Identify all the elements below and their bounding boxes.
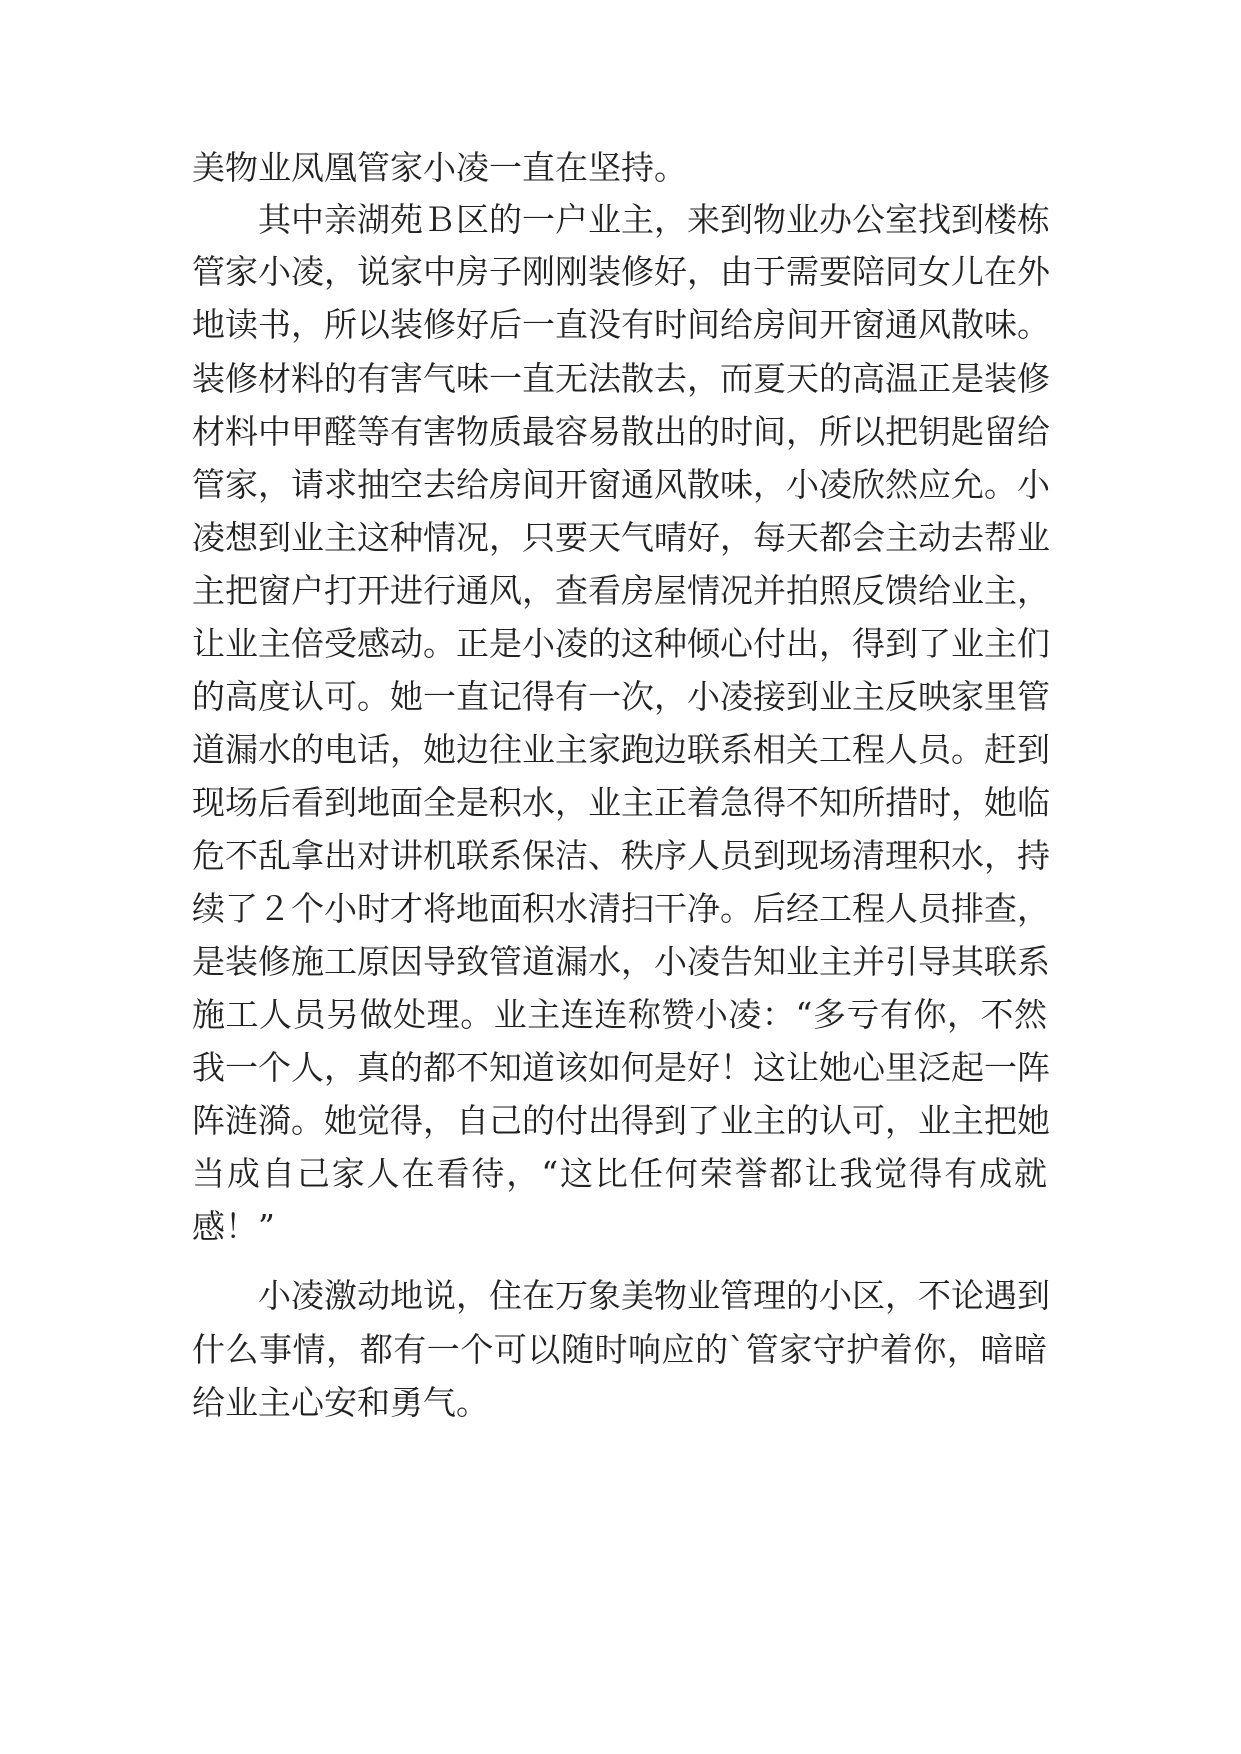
text-line: 的高度认可。她一直记得有一次，小凌接到业主反映家里管 (192, 677, 1050, 716)
text-line: 美物业凤凰管家小凌一直在坚持。 (192, 148, 687, 187)
text-line: 管家小凌，说家中房子刚刚装修好，由于需要陪同女儿在外 (192, 252, 1050, 291)
text-line: 当成自己家人在看待，“这比任何荣誉都让我觉得有成就 (192, 1154, 1047, 1193)
text-line: 我一个人，真的都不知道该如何是好！这让她心里泛起一阵 (192, 1048, 1050, 1087)
text-line: 道漏水的电话，她边往业主家跑边联系相关工程人员。赶到 (192, 730, 1050, 769)
text-line: 让业主倍受感动。正是小凌的这种倾心付出，得到了业主们 (192, 624, 1050, 663)
paragraph-start-line: 其中亲湖苑Ｂ区的一户业主，来到物业办公室找到楼栋 (258, 200, 1050, 239)
text-line: 给业主心安和勇气。 (192, 1383, 489, 1422)
text-line: 什么事情，都有一个可以随时响应的`管家守护着你，暗暗 (192, 1330, 1047, 1369)
text-line: 施工人员另做处理。业主连连称赞小凌：“多亏有你，不然 (192, 995, 1047, 1034)
paragraph-start-line: 小凌激动地说，住在万象美物业管理的小区，不论遇到 (258, 1276, 1050, 1315)
text-line: 是装修施工原因导致管道漏水，小凌告知业主并引导其联系 (192, 942, 1050, 981)
text-line: 管家，请求抽空去给房间开窗通风散味，小凌欣然应允。小 (192, 465, 1050, 504)
text-line: 感！” (192, 1207, 275, 1246)
text-line: 续了２个小时才将地面积水清扫干净。后经工程人员排查， (192, 889, 1050, 928)
text-line: 地读书，所以装修好后一直没有时间给房间开窗通风散味。 (192, 305, 1050, 344)
text-line: 装修材料的有害气味一直无法散去，而夏天的高温正是装修 (192, 359, 1050, 398)
text-line: 凌想到业主这种情况，只要天气晴好，每天都会主动去帮业 (192, 518, 1050, 557)
text-line: 阵涟漪。她觉得，自己的付出得到了业主的认可，业主把她 (192, 1101, 1050, 1140)
text-line: 主把窗户打开进行通风，查看房屋情况并拍照反馈给业主， (192, 571, 1050, 610)
text-line: 危不乱拿出对讲机联系保洁、秩序人员到现场清理积水，持 (192, 836, 1050, 875)
text-line: 现场后看到地面全是积水，业主正着急得不知所措时，她临 (192, 783, 1050, 822)
text-line: 材料中甲醛等有害物质最容易散出的时间，所以把钥匙留给 (192, 412, 1050, 451)
